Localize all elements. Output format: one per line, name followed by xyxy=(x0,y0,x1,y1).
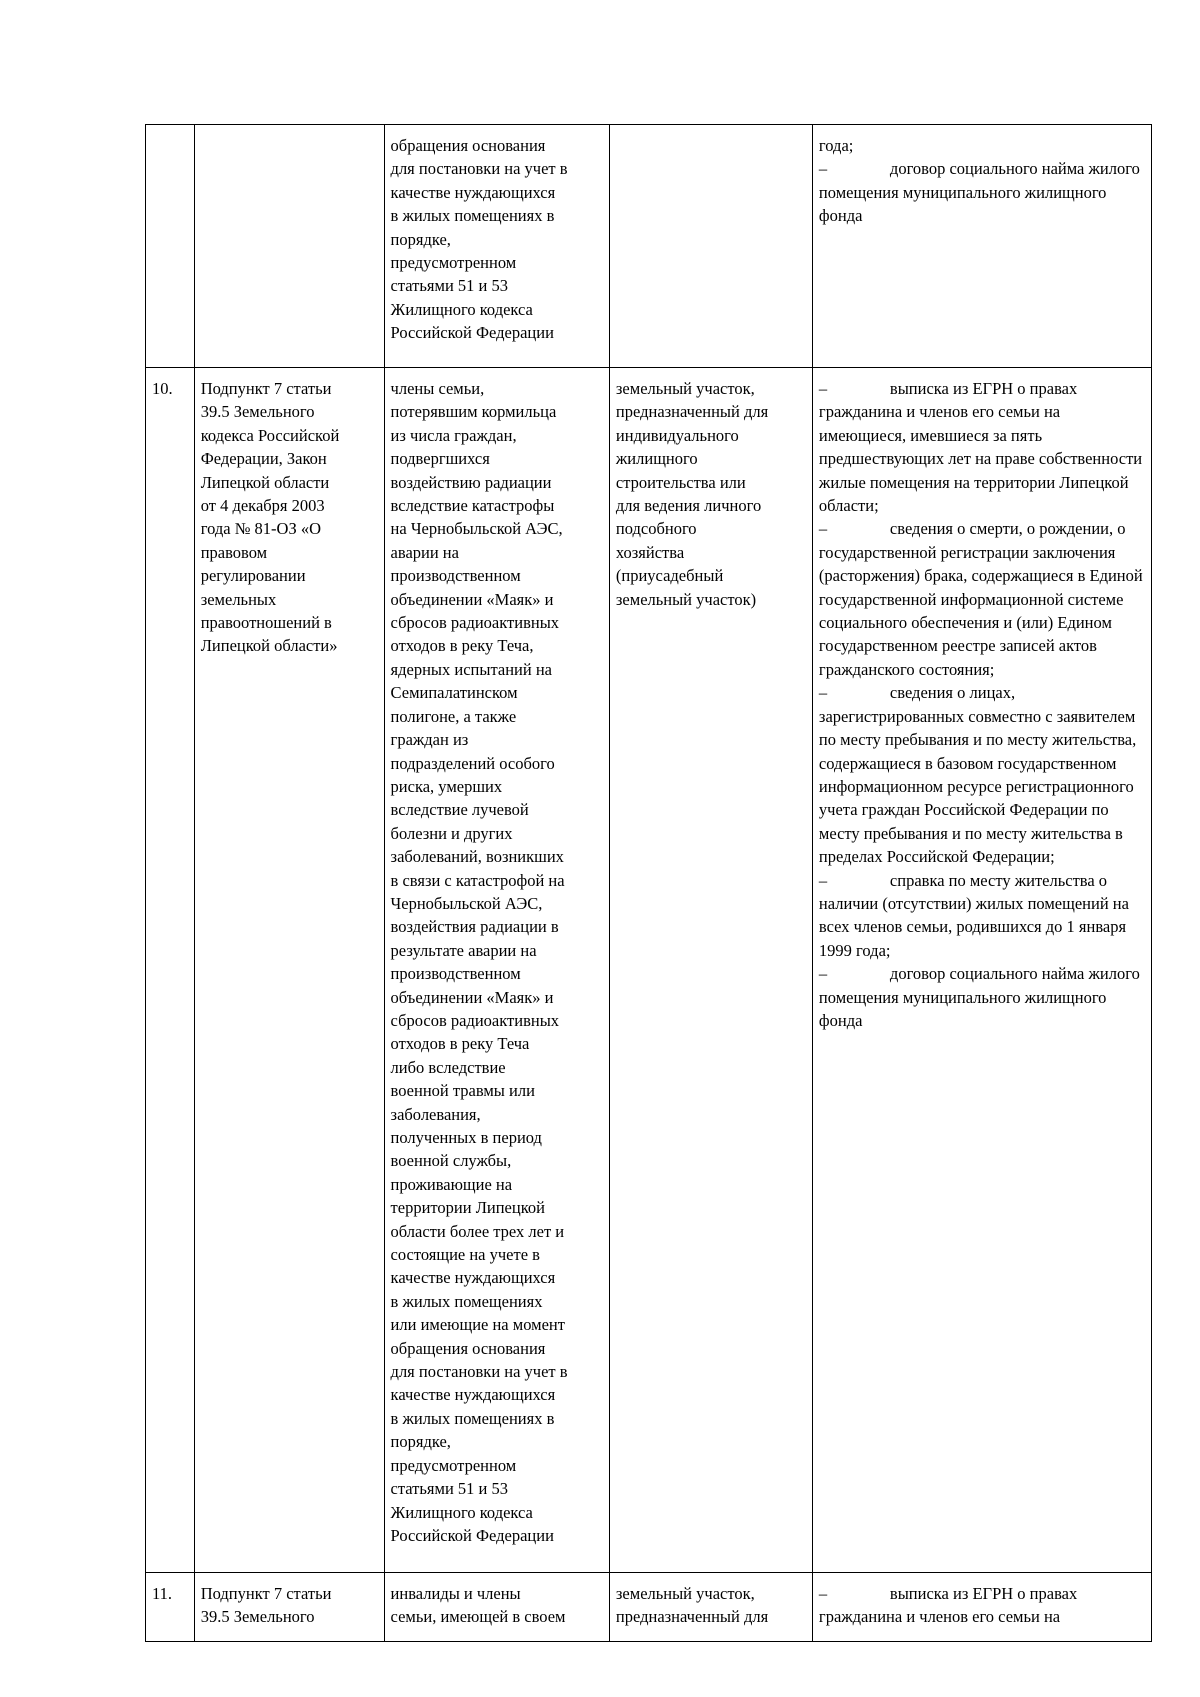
document-table xyxy=(145,124,1152,1642)
document-item-text: договор социального найма жилого помещения муниципального жилищного фонда xyxy=(818,159,1140,226)
land-plot-cell: земельный участок, предназначенный для индивидуального жилищного строительства или для ведения личного подсобного хозяйства (приусадебный земельный участок) xyxy=(609,368,812,1573)
legal-basis-cell: Подпункт 7 статьи 39.5 Земельного xyxy=(194,1573,384,1642)
dash-bullet: – xyxy=(818,683,828,703)
dash-bullet: – xyxy=(818,1584,828,1603)
document-item-text: сведения о лицах, зарегистрированных совместно с заявителем по месту пребывания и по месту жительства, содержащиеся в базовом государственном информационном ресурсе регистрационного учета граждан Российской Федерации по месту пребывания и по месту жительства в пределах Российской Федерации; xyxy=(818,683,1137,867)
documents-cell xyxy=(812,368,1151,1573)
table-row xyxy=(146,368,1152,1573)
document-item xyxy=(819,134,1145,157)
document-item xyxy=(819,869,1145,963)
document-item xyxy=(819,377,1145,517)
legal-basis-cell xyxy=(194,125,384,368)
dash-bullet: – xyxy=(818,870,828,890)
document-item xyxy=(819,1582,1145,1629)
land-plot-cell: земельный участок, предназначенный для xyxy=(609,1573,812,1642)
dash-bullet: – xyxy=(818,379,828,398)
recipients-cell: инвалиды и члены семьи, имеющей в своем xyxy=(384,1573,609,1642)
documents-cell xyxy=(812,1573,1151,1642)
legal-basis-cell: Подпункт 7 статьи 39.5 Земельного кодекса Российской Федерации, Закон Липецкой области от 4 декабря 2003 года № 81-ОЗ «О правовом регулировании земельных правоотношений в Липецкой области» xyxy=(194,368,384,1573)
document-item xyxy=(819,157,1145,227)
document-item xyxy=(819,517,1145,681)
document-item-text: сведения о смерти, о рождении, о государственной регистрации заключения (расторжения) брака, содержащиеся в Единой государственной информационной системе социального обеспечения и (или) Едином государственном реестре записей актов гражданского состояния; xyxy=(818,519,1143,679)
document-item xyxy=(819,962,1145,1032)
document-item-text: договор социального найма жилого помещения муниципального жилищного фонда xyxy=(818,964,1140,1030)
recipients-cell: члены семьи, потерявшим кормильца из числа граждан, подвергшихся воздействию радиации вследствие катастрофы на Чернобыльской АЭС, аварии на производственном объединении «Маяк» и сбросов радиоактивных отходов в реку Теча, ядерных испытаний на Семипалатинском полигоне, а также граждан из подразделений особого риска, умерших вследствие лучевой болезни и других заболеваний, возникших в связи с катастрофой на Чернобыльской АЭС, воздействия радиации в результате аварии на производственном объединении «Маяк» и сбросов радиоактивных отходов в реку Теча либо вследствие военной травмы или заболевания, полученных в период военной службы, проживающие на территории Липецкой области более трех лет и состоящие на учете в качестве нуждающихся в жилых помещениях или имеющие на момент обращения основания для постановки на учет в качестве нуждающихся в жилых помещениях в порядке, предусмотренном статьями 51 и 53 Жилищного кодекса Российской Федерации xyxy=(384,368,609,1573)
dash-bullet: – xyxy=(818,964,828,984)
dash-bullet: – xyxy=(818,519,828,539)
documents-cell xyxy=(812,125,1151,368)
document-item xyxy=(819,681,1145,868)
row-number-cell: 11. xyxy=(146,1573,195,1642)
dash-bullet: – xyxy=(818,159,828,179)
document-item-text: выписка из ЕГРН о правах гражданина и членов его семьи на xyxy=(818,1584,1078,1627)
land-plot-cell xyxy=(609,125,812,368)
document-item-text: справка по месту жительства о наличии (отсутствии) жилых помещений на всех членов семьи, родившихся до 1 января 1999 года; xyxy=(818,870,1129,960)
table-row xyxy=(146,1573,1152,1642)
row-number-cell: 10. xyxy=(146,368,195,1573)
row-number-cell xyxy=(146,125,195,368)
document-item-text: года; xyxy=(818,136,854,155)
recipients-cell: обращения основания для постановки на учет в качестве нуждающихся в жилых помещениях в порядке, предусмотренном статьями 51 и 53 Жилищного кодекса Российской Федерации xyxy=(384,125,609,368)
document-item-text: выписка из ЕГРН о правах гражданина и членов его семьи на имеющиеся, имевшиеся за пять предшествующих лет на праве собственности жилые помещения на территории Липецкой области; xyxy=(818,379,1143,516)
table-row xyxy=(146,125,1152,368)
